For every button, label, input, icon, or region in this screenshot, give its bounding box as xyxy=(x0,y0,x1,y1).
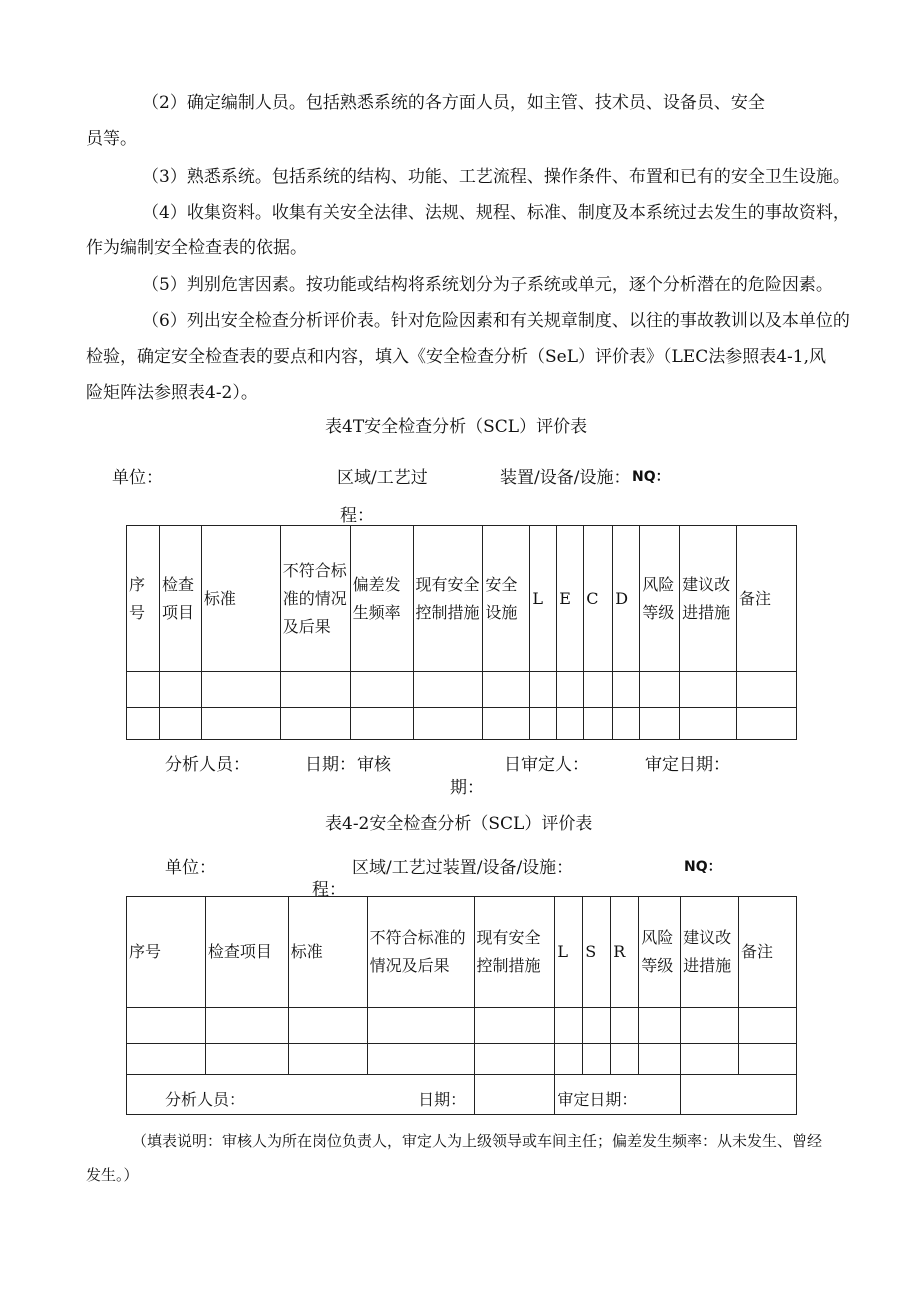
t1-h-suggest: 建议改进措施 xyxy=(680,526,737,672)
t2-h-l: L xyxy=(555,897,583,1008)
t2-h-remark: 备注 xyxy=(739,897,797,1008)
table1-date: 日期： xyxy=(305,755,356,775)
t2-h-s: S xyxy=(583,897,611,1008)
table1 xyxy=(126,525,797,740)
table1-header-row xyxy=(127,526,797,672)
paragraph-5: （5）判别危害因素。按功能或结构将系统划分为子系统或单元，逐个分析潜在的危险因素。 xyxy=(142,275,833,295)
t1-h-c: C xyxy=(584,526,613,672)
table1-analyst: 分析人员： xyxy=(165,755,250,775)
note-line2: 发生。） xyxy=(86,1166,139,1184)
t1-h-frequency: 偏差发生频率 xyxy=(350,526,413,672)
table2-area-label: 区域/工艺过装置/设备/设施： xyxy=(352,858,574,878)
table2-analyst: 分析人员： xyxy=(165,1090,246,1109)
table2-no-label: NQ： xyxy=(684,859,722,875)
table2-approve-date: 审定日期： xyxy=(555,1075,681,1115)
table2-footer-row xyxy=(127,1075,797,1115)
table-row xyxy=(127,708,797,740)
table1-area-label: 区域/工艺过 xyxy=(337,468,428,488)
t1-h-facility: 安全设施 xyxy=(483,526,530,672)
paragraph-3: （3）熟悉系统。包括系统的结构、功能、工艺流程、操作条件、布置和已有的安全卫生设施。 xyxy=(142,167,850,187)
table2-unit-label: 单位： xyxy=(165,858,216,878)
table1-no-label: NQ： xyxy=(632,469,670,485)
t2-h-suggest: 建议改进措施 xyxy=(681,897,739,1008)
paragraph-4-line1: （4）收集资料。收集有关安全法律、法规、规程、标准、制度及本系统过去发生的事故资料， xyxy=(142,203,850,223)
t2-h-r: R xyxy=(611,897,639,1008)
table1-approver: 日审定人： xyxy=(504,755,589,775)
table2 xyxy=(126,896,797,1115)
t1-h-controls: 现有安全控制措施 xyxy=(413,526,483,672)
t2-h-nonconform: 不符合标准的情况及后果 xyxy=(367,897,474,1008)
t1-h-item: 检查项目 xyxy=(159,526,201,672)
t1-h-e: E xyxy=(557,526,584,672)
paragraph-6-line2: 检验，确定安全检查表的要点和内容，填入《安全检查分析（SeL）评价表》（LEC法参照表4-1,风 xyxy=(86,347,826,367)
t2-h-controls: 现有安全控制措施 xyxy=(474,897,555,1008)
t1-h-risk: 风险等级 xyxy=(640,526,680,672)
table1-area-label-2: 程： xyxy=(340,506,374,526)
t1-h-remark: 备注 xyxy=(737,526,797,672)
table-row xyxy=(127,672,797,708)
table-row xyxy=(127,1044,797,1075)
t1-h-seq: 序号 xyxy=(127,526,160,672)
t1-h-nonconform: 不符合标准的情况及后果 xyxy=(280,526,350,672)
paragraph-4-line2: 作为编制安全检查表的依据。 xyxy=(86,238,307,258)
paragraph-2-line2: 员等。 xyxy=(86,129,137,149)
t2-h-item: 检查项目 xyxy=(205,897,288,1008)
paragraph-6-line1: （6）列出安全检查分析评价表。针对危险因素和有关规章制度、以往的事故教训以及本单位的 xyxy=(142,311,850,331)
note-line1: （填表说明：审核人为所在岗位负责人，审定人为上级领导或车间主任；偏差发生频率：从未发生、曾经 xyxy=(132,1132,823,1150)
t2-h-seq: 序号 xyxy=(127,897,206,1008)
table1-unit-label: 单位： xyxy=(112,468,163,488)
t2-h-standard: 标准 xyxy=(288,897,367,1008)
table2-area-label-2: 程： xyxy=(312,880,346,900)
t1-h-d: D xyxy=(613,526,640,672)
table1-reviewer-date: 期： xyxy=(450,778,484,798)
table2-caption: 表4-2安全检查分析（SCL）评价表 xyxy=(325,814,593,834)
table1-reviewer: 审核 xyxy=(357,755,391,775)
t2-h-risk: 风险等级 xyxy=(639,897,681,1008)
t1-h-standard: 标准 xyxy=(201,526,280,672)
t1-h-l: L xyxy=(530,526,557,672)
paragraph-6-line3: 险矩阵法参照表4-2）。 xyxy=(86,383,258,403)
table1-caption: 表4T安全检查分析（SCL）评价表 xyxy=(325,417,588,437)
table2-date: 日期： xyxy=(418,1090,467,1109)
table2-header-row xyxy=(127,897,797,1008)
table1-approve-date: 审定日期： xyxy=(645,755,730,775)
paragraph-2-line1: （2）确定编制人员。包括熟悉系统的各方面人员，如主管、技术员、设备员、安全 xyxy=(142,93,765,113)
table-row xyxy=(127,1008,797,1044)
table1-device-label: 装置/设备/设施： xyxy=(500,468,631,488)
